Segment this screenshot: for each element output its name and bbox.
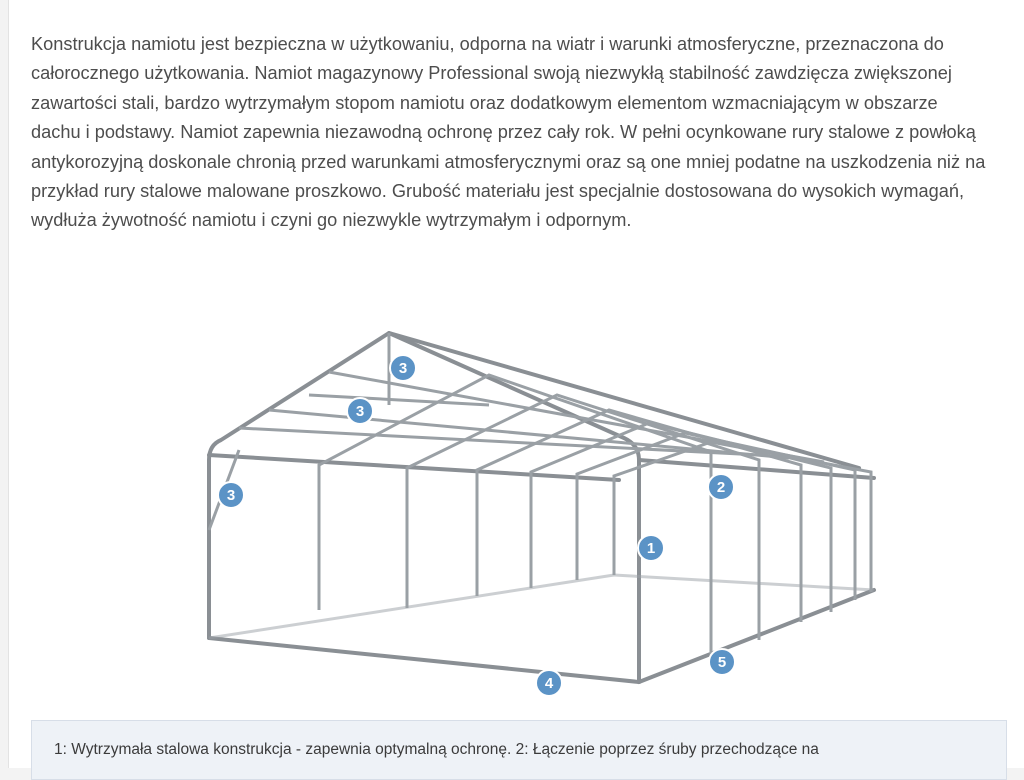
svg-text:3: 3 (398, 360, 408, 377)
svg-text:5: 5 (717, 654, 727, 671)
callout-badge (347, 398, 373, 424)
svg-text:1: 1 (646, 540, 656, 557)
callout-badge (390, 355, 416, 381)
content-card (8, 0, 1024, 768)
callout-badge (536, 670, 562, 696)
svg-text:3: 3 (226, 487, 236, 504)
product-description: Konstrukcja namiotu jest bezpieczna w użytkowaniu, odporna na wiatr i warunki atmosferyczne, przeznaczona do całorocznego użytkowania. Namiot magazynowy Professional swoją niezwykłą stabilność zawdzięcza zwiększonej zawartości stali, bardzo wytrzymałym stopom namiotu oraz dodatkowym elementom wzmacniającym w obszarze dachu i podstawy. Namiot zapewnia niezawodną ochronę przez cały rok. W pełni ocynkowane rury stalowe z powłoką antykorozyjną doskonale chronią przed warunkami atmosferycznymi oraz są one mniej podatne na uszkodzenia niż na przykład rury stalowe malowane proszkowo. Grubość materiału jest specjalnie dostosowana do wysokich wymagań, wydłuża żywotność namiotu i czyni go niezwykle wytrzymałym i odpornym. (31, 34, 986, 231)
svg-text:2: 2 (716, 479, 726, 496)
tent-frame-illustration (159, 300, 939, 710)
callout-badge (709, 649, 735, 675)
callout-badge (708, 474, 734, 500)
svg-text:3: 3 (355, 403, 365, 420)
callout-badge (638, 535, 664, 561)
callout-badge (218, 482, 244, 508)
legend-text: 1: Wytrzymała stalowa konstrukcja - zapewnia optymalną ochronę. 2: Łączenie poprzez śruby przechodzące na (54, 741, 819, 758)
legend-box (31, 720, 1007, 780)
svg-text:4: 4 (544, 675, 554, 692)
